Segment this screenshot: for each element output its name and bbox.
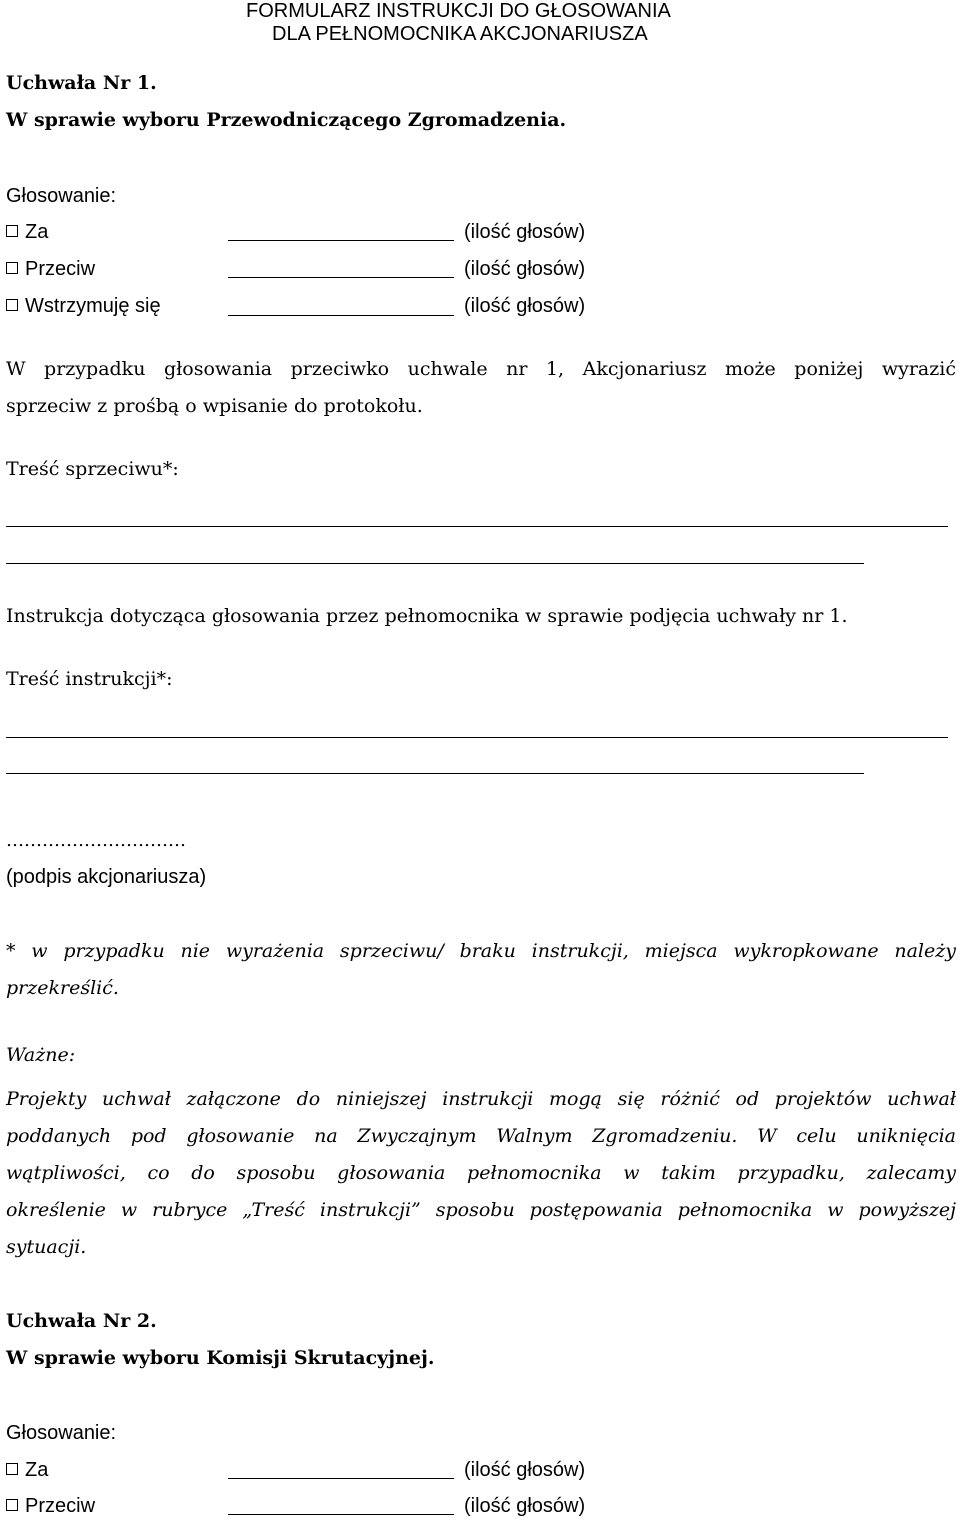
- vote-option-against: [6, 1495, 95, 1518]
- vote-option-label: Przeciw: [25, 258, 96, 280]
- signature-label: (podpis akcjonariusza): [6, 866, 207, 888]
- votes-count-suffix: (ilość głosów): [464, 258, 586, 280]
- instruction-text-line-2[interactable]: [6, 773, 864, 774]
- objection-info-line1: W przypadku głosowania przeciwko uchwale nr 1, Akcjonariusz może poniżej wyrazić: [6, 358, 956, 380]
- important-text-line: Projekty uchwał załączone do niniejszej instrukcji mogą się różnić od projektów uchwał: [6, 1088, 956, 1110]
- checkbox-against[interactable]: [6, 1499, 18, 1511]
- votes-count-suffix: (ilość głosów): [464, 295, 586, 317]
- votes-count-field-for[interactable]: [228, 240, 454, 241]
- footnote-line1: * w przypadku nie wyrażenia sprzeciwu/ braku instrukcji, miejsca wykropkowane należy: [6, 940, 956, 962]
- objection-text-line-1[interactable]: [6, 526, 948, 527]
- footnote-line2: przekreślić.: [6, 977, 119, 999]
- votes-count-suffix: (ilość głosów): [464, 221, 586, 243]
- vote-option-label: Za: [25, 1459, 49, 1481]
- vote-option-against: [6, 258, 95, 281]
- instruction-heading: Instrukcja dotycząca głosowania przez pełnomocnika w sprawie podjęcia uchwały nr 1.: [6, 605, 848, 627]
- vote-option-for: [6, 221, 48, 244]
- signature-dots[interactable]: …………………………: [6, 830, 186, 851]
- vote-option-label: Przeciw: [25, 1495, 96, 1517]
- resolution-2-subject: W sprawie wyboru Komisji Skrutacyjnej.: [6, 1347, 435, 1369]
- form-title-line2: DLA PEŁNOMOCNIKA AKCJONARIUSZA: [272, 23, 648, 45]
- votes-count-suffix: (ilość głosów): [464, 1459, 586, 1481]
- checkbox-for[interactable]: [6, 225, 18, 237]
- voting-label: Głosowanie:: [6, 185, 117, 207]
- checkbox-abstain[interactable]: [6, 299, 18, 311]
- vote-option-abstain: [6, 295, 161, 318]
- form-title-line1: FORMULARZ INSTRUKCJI DO GŁOSOWANIA: [246, 0, 671, 22]
- resolution-1-title: Uchwała Nr 1.: [6, 72, 157, 94]
- objection-label: Treść sprzeciwu*:: [6, 458, 179, 480]
- important-text-line: sytuacji.: [6, 1236, 87, 1258]
- important-label: Ważne:: [6, 1044, 76, 1066]
- votes-count-field-against[interactable]: [228, 277, 454, 278]
- vote-option-for: [6, 1459, 48, 1482]
- votes-count-suffix: (ilość głosów): [464, 1495, 586, 1517]
- votes-count-field-against[interactable]: [228, 1514, 454, 1515]
- votes-count-field-abstain[interactable]: [228, 315, 454, 316]
- instruction-label: Treść instrukcji*:: [6, 668, 173, 690]
- resolution-1-subject: W sprawie wyboru Przewodniczącego Zgromadzenia.: [6, 109, 567, 131]
- important-text-line: wątpliwości, co do sposobu głosowania pełnomocnika w takim przypadku, zalecamy: [6, 1162, 956, 1184]
- vote-option-label: Za: [25, 221, 49, 243]
- vote-option-label: Wstrzymuję się: [25, 295, 161, 317]
- instruction-text-line-1[interactable]: [6, 737, 948, 738]
- checkbox-against[interactable]: [6, 262, 18, 274]
- important-text-line: określenie w rubryce „Treść instrukcji” sposobu postępowania pełnomocnika w powyższej: [6, 1199, 956, 1221]
- objection-text-line-2[interactable]: [6, 563, 864, 564]
- resolution-2-title: Uchwała Nr 2.: [6, 1310, 157, 1332]
- important-text-line: poddanych pod głosowanie na Zwyczajnym Walnym Zgromadzeniu. W celu uniknięcia: [6, 1125, 956, 1147]
- voting-label: Głosowanie:: [6, 1422, 117, 1444]
- checkbox-for[interactable]: [6, 1463, 18, 1475]
- objection-info-line2: sprzeciw z prośbą o wpisanie do protokołu.: [6, 395, 423, 417]
- votes-count-field-for[interactable]: [228, 1478, 454, 1479]
